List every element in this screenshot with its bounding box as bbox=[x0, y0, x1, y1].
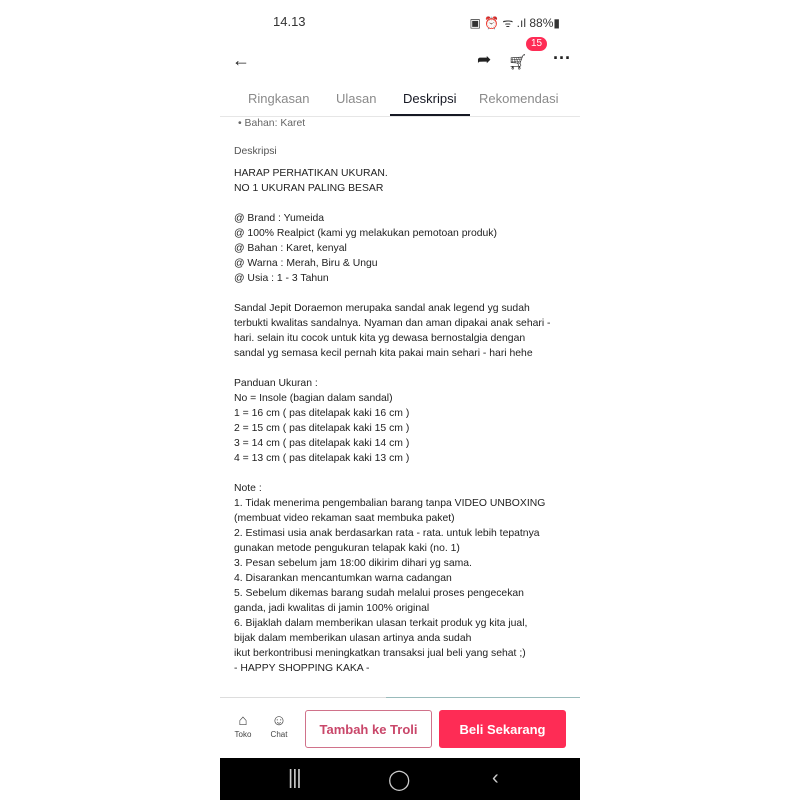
description-line: - HAPPY SHOPPING KAKA - bbox=[234, 663, 370, 674]
battery-level: 88% bbox=[529, 16, 554, 30]
description-line: 2. Estimasi usia anak berdasarkan rata - rata. untuk lebih tepatnya bbox=[234, 528, 540, 539]
description-line: 5. Sebelum dikemas barang sudah melalui proses pengecekan bbox=[234, 588, 524, 599]
recent-apps-icon[interactable]: ||| bbox=[288, 767, 301, 789]
description-line: hari. selain itu cocok untuk kita yg dewasa bernostalgia dengan bbox=[234, 333, 526, 344]
phone-screen bbox=[220, 0, 580, 800]
description-line: Note : bbox=[234, 483, 262, 494]
description-heading: Deskripsi bbox=[234, 146, 277, 157]
description-line: @ Bahan : Karet, kenyal bbox=[234, 243, 347, 254]
description-line: (membuat video rekaman saat membuka paket) bbox=[234, 513, 455, 524]
description-line bbox=[234, 466, 570, 481]
cart-count-badge: 15 bbox=[525, 36, 548, 52]
tab-bar bbox=[220, 88, 580, 117]
description-line: HARAP PERHATIKAN UKURAN. bbox=[234, 168, 388, 179]
add-to-cart-button[interactable]: Tambah ke Troli bbox=[305, 710, 432, 748]
home-icon[interactable]: ◯ bbox=[388, 769, 411, 791]
description-line bbox=[234, 196, 570, 211]
description-line: Panduan Ukuran : bbox=[234, 378, 318, 389]
description-line: Sandal Jepit Doraemon merupaka sandal anak legend yg sudah bbox=[234, 303, 530, 314]
bottom-action-bar bbox=[220, 697, 580, 758]
more-icon[interactable]: ··· bbox=[553, 48, 571, 68]
tab-deskripsi[interactable]: Deskripsi bbox=[403, 91, 457, 106]
description-text bbox=[234, 166, 570, 676]
description-line: 3 = 14 cm ( pas ditelapak kaki 14 cm ) bbox=[234, 438, 410, 449]
description-content bbox=[234, 116, 570, 676]
description-line: terbukti kwalitas sandalnya. Nyaman dan aman dipakai anak sehari - bbox=[234, 318, 551, 329]
description-line: No = Insole (bagian dalam sandal) bbox=[234, 393, 393, 404]
description-line: bijak dalam memberikan ulasan artinya anda sudah bbox=[234, 633, 472, 644]
share-icon[interactable]: ➦ bbox=[477, 50, 492, 69]
description-line: 1 = 16 cm ( pas ditelapak kaki 16 cm ) bbox=[234, 408, 410, 419]
buy-now-button[interactable]: Beli Sekarang bbox=[439, 710, 566, 748]
system-nav-bar bbox=[220, 758, 580, 800]
system-back-icon[interactable]: ‹ bbox=[492, 767, 499, 789]
description-line: 2 = 15 cm ( pas ditelapak kaki 15 cm ) bbox=[234, 423, 410, 434]
description-line bbox=[234, 286, 570, 301]
description-line: NO 1 UKURAN PALING BESAR bbox=[234, 183, 384, 194]
description-line: 6. Bijaklah dalam memberikan ulasan terkait produk yg kita jual, bbox=[234, 618, 528, 629]
top-bar bbox=[220, 48, 580, 76]
material-bullet: • Bahan: Karet bbox=[238, 118, 306, 129]
chat-icon: ☺ bbox=[271, 712, 287, 729]
chat-button[interactable]: ☺ Chat bbox=[264, 712, 294, 739]
status-time: 14.13 bbox=[273, 14, 306, 29]
back-arrow-icon[interactable]: ← bbox=[232, 50, 250, 70]
tab-rekomendasi[interactable]: Rekomendasi bbox=[479, 91, 559, 106]
store-icon: ⌂ bbox=[238, 712, 248, 729]
battery-icon: ▮ bbox=[553, 16, 560, 30]
description-line: gunakan metode pengukuran telapak kaki (no. 1) bbox=[234, 543, 460, 554]
description-line: 4. Disarankan mencantumkan warna cadangan bbox=[234, 573, 452, 584]
description-line: @ Brand : Yumeida bbox=[234, 213, 325, 224]
description-line: @ Usia : 1 - 3 Tahun bbox=[234, 273, 329, 284]
description-line: 1. Tidak menerima pengembalian barang tanpa VIDEO UNBOXING bbox=[234, 498, 546, 509]
shop-button[interactable]: ⌂ Toko bbox=[228, 712, 258, 739]
description-line: 4 = 13 cm ( pas ditelapak kaki 13 cm ) bbox=[234, 453, 410, 464]
description-line bbox=[234, 361, 570, 376]
description-line: ganda, jadi kwalitas di jamin 100% original bbox=[234, 603, 430, 614]
cart-icon[interactable]: 🛒︎ bbox=[508, 54, 528, 71]
description-line: sandal yg semasa kecil pernah kita pakai main sehari - hari hehe bbox=[234, 348, 533, 359]
tab-ulasan[interactable]: Ulasan bbox=[336, 91, 377, 106]
status-bar bbox=[220, 14, 580, 30]
description-line: ikut berkontribusi meningkatkan transaksi jual beli yang sehat ;) bbox=[234, 648, 526, 659]
description-line: 3. Pesan sebelum jam 18:00 dikirim dihari yg sama. bbox=[234, 558, 472, 569]
status-icons: ▣ ⏰ ᯤ .ıl bbox=[469, 16, 527, 30]
tab-ringkasan[interactable]: Ringkasan bbox=[248, 91, 310, 106]
description-line: @ 100% Realpict (kami yg melakukan pemotoan produk) bbox=[234, 228, 497, 239]
description-line: @ Warna : Merah, Biru & Ungu bbox=[234, 258, 378, 269]
